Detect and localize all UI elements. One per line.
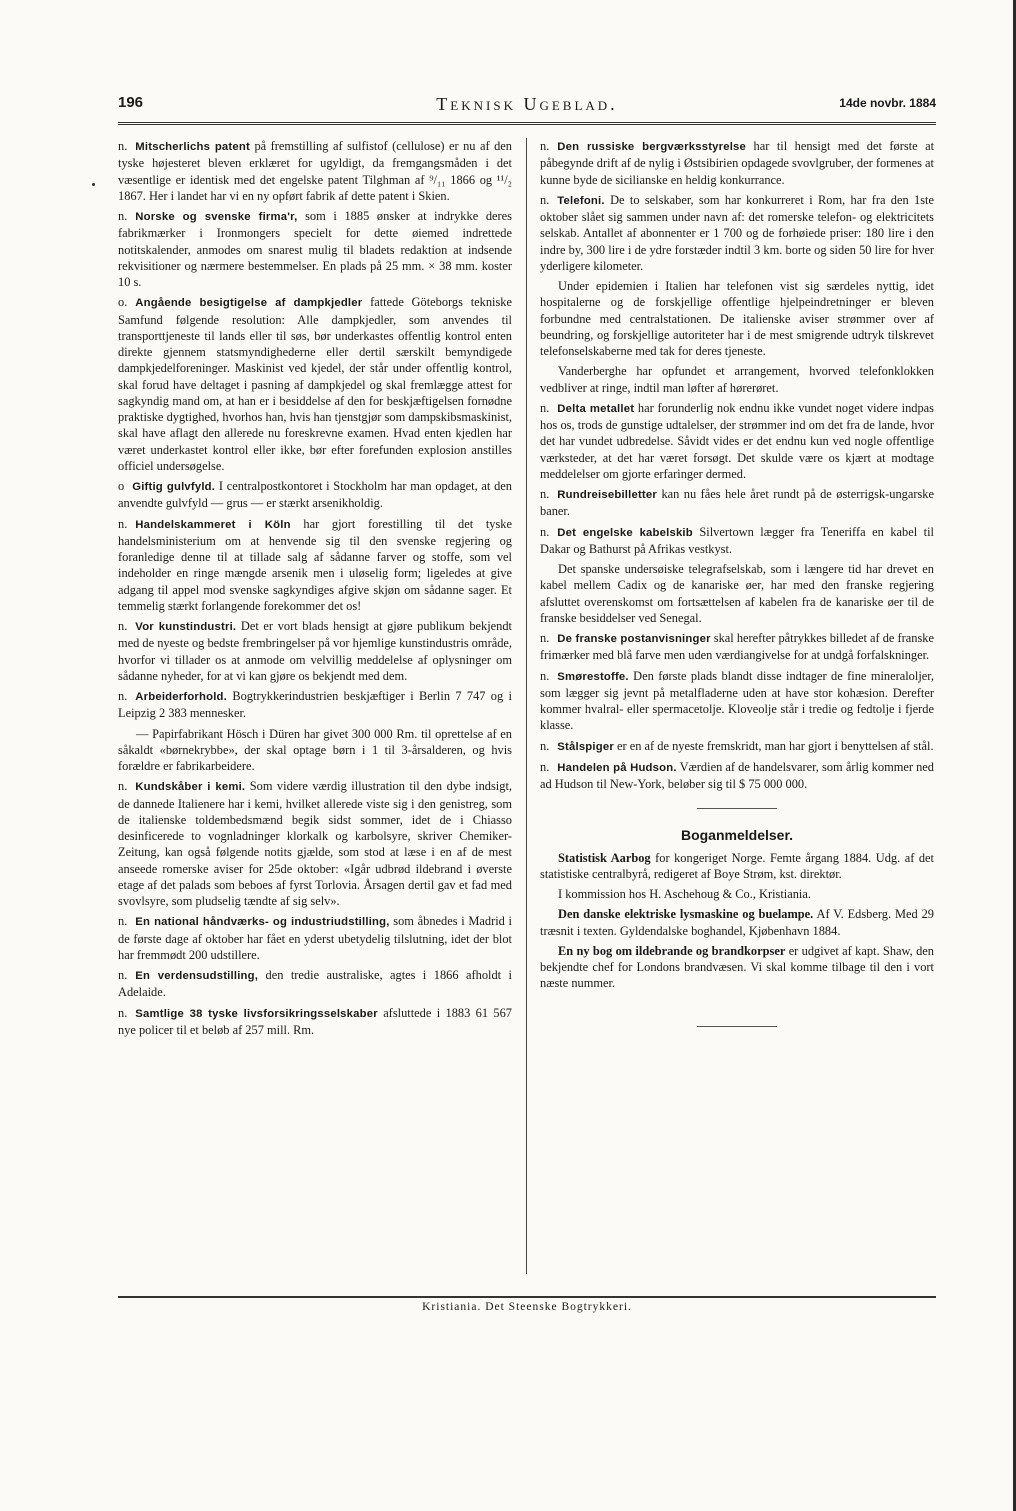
notice-text: fattede Göteborgs tekniske Samfund følgende resolution: Alle dampkjedler, som anvendes til transporttjeneste til lands eller til søs, bør underkastes offentlig kontrol enten direkte gjennem statsmyndighederne eller dertil særskilt bemyndigede dampkjedelforeninger. Maskinist ved kjedel, der står under offentlig kontrol, skal forud have deltaget i pasning af dampkjedel og skal fremlægge attest for sagkyndig mand om, at han er i besiddelse af den for beskjæftigelsen fornødne praktiske dygtighed, hvorhos han, hvis han tjenstgjør som dampskibsmaskinist, skal have aflagt den allerede nu foreskrevne examen. Hvad enten kjedlen har været underkastet kontrol eller ikke, bør efter forefunden explosion anstilles officiel undersøgelse.: [118, 295, 512, 473]
notice-paragraph: [118, 294, 512, 474]
notice-text: Den første plads blandt disse indtager de fine mineraloljer, som lægger sig jevnt på metalfladerne uden at have stor kohæsion. Derefter kommer hvalral- eller spermacetolje. Kloveolje står i tredie og fedtolje i fjerde klasse.: [540, 668, 934, 733]
notice-heading: Vor kunstindustri.: [135, 621, 237, 633]
notice-paragraph: [118, 478, 512, 512]
notice-text: Det spanske undersøiske telegrafselskab, som i længere tid har drevet en kabel mellem Cadix og de kanariske øer, har med den franske regjering afsluttet overenskomst om fortsættelsen af kabelen fra de kanariske øer til de franske besiddelser ved Senegal.: [540, 562, 934, 625]
footer-rule: [118, 1296, 936, 1298]
review-book-title: En ny bog om ildebrande og brandkorpser: [558, 943, 786, 958]
notice-marker: n.: [118, 619, 128, 633]
notice-paragraph: [118, 726, 512, 775]
notice-marker: n.: [540, 487, 550, 501]
review-book-title: Statistisk Aarbog: [558, 850, 651, 865]
notice-heading: Den russiske bergværksstyrelse: [557, 141, 747, 153]
notice-marker: n.: [118, 516, 128, 531]
notice-paragraph: [118, 688, 512, 722]
notice-text: Som videre værdig illustration til den dybe indsigt, de dannede Italienere har i kemi, hvilket allerede viste sig i den genistreg, som de italienske toldembedsmænd begik sidst sommer, idet de i Chiasso desinficerede to vognladninger klorkalk og karbolsyre, skriver Chemiker-Zeitung, kan også følgende notits gjælde, som stod at læse i en af de mest anseede romerske aviser for 25de oktober: «Igår udbrød ildebrand i øverste etage af det palads som beboes af fyrst Torlovia. Årsagen dertil gav et fad med svovlsyre, som pludselig tændte af sig selv».: [118, 779, 512, 908]
notice-marker: n.: [540, 668, 550, 683]
notice-marker: o.: [118, 295, 128, 310]
notice-heading: Angående besigtigelse af dampkjedler: [135, 297, 363, 310]
notice-paragraph: [118, 208, 512, 290]
page-header: [118, 92, 936, 122]
notice-marker: n.: [540, 400, 550, 415]
notice-marker: n.: [540, 631, 550, 645]
review-text: Af V. Edsberg. Med 29 træsnit i texten. Gyldendalske boghandel, Kjøbenhavn 1884.: [540, 907, 934, 938]
notice-heading: En verdensudstilling,: [135, 970, 259, 982]
notice-text: I centralpostkontoret i Stockholm har man opdaget, at den anvendte gulvfyld — grus — er stærkt arsenikholdig.: [118, 479, 512, 511]
notice-paragraph: [118, 1005, 512, 1039]
notice-marker: n.: [118, 689, 128, 703]
notice-heading: Samtlige 38 tyske livsforsikringsselskaber: [135, 1007, 378, 1020]
notice-paragraph: [118, 618, 512, 684]
notice-paragraph: [540, 561, 934, 626]
notice-marker: n.: [118, 1005, 128, 1020]
notice-paragraph: [540, 486, 934, 520]
notice-text: som åbnedes i Madrid i de første dage af oktober har fået en yderst ubetydelig tilslutning, idet der blot har fremmødt 200 udstillere.: [118, 914, 512, 962]
right-column-notices: [540, 138, 934, 792]
notice-heading: Stålspiger: [557, 740, 614, 753]
notice-heading: En national håndværks- og industriudstilling,: [135, 916, 390, 929]
reviews-title: Boganmeldelser.: [680, 827, 794, 844]
notice-paragraph: [540, 278, 934, 359]
notice-marker: n.: [118, 914, 128, 929]
issue-date: 14de novbr. 1884: [839, 96, 936, 110]
notice-text: Vanderberghe har opfundet et arrangement, hvorved telefonklokken vedbliver at ringe, indtil man løfter af hørerøret.: [540, 364, 934, 395]
notice-text: skal herefter påtrykkes billedet af de franske frimærker med blå farve men uden værdiangivelse for at undgå forfalskninger.: [540, 631, 934, 663]
notice-paragraph: [540, 138, 934, 188]
notice-heading: Giftig gulvfyld.: [132, 481, 216, 493]
notice-marker: n.: [118, 779, 128, 794]
notice-heading: Rundreisebilletter: [557, 489, 657, 501]
notice-heading: Det engelske kabelskib: [557, 526, 693, 539]
printer-imprint: Kristiania. Det Steenske Bogtrykkeri.: [422, 1301, 632, 1313]
notice-paragraph: [540, 738, 934, 755]
notice-text: Værdien af de handelsvarer, som årlig kommer ned ad Hudson til New-York, beløber sig til $ 75 000 000.: [540, 759, 934, 791]
review-note: I kommission hos H. Aschehoug & Co., Kristiania.: [558, 887, 811, 901]
review-text: for kongeriget Norge. Femte årgang 1884. Udg. af det statistiske centralbyrå, redigeret af Boye Strøm, kst. direktør.: [540, 850, 934, 881]
notice-heading: De franske postanvisninger: [557, 633, 711, 645]
notice-text: Under epidemien i Italien har telefonen vist sig særdeles nyttig, idet hospitalerne og de forskjellige offentlige hjelpeindretninger er bleven forbundne med centralstationen. De italienske aviser strømmer over af beundring, og forskjellige autoriteter har i de mest smigrende udtryk tilskrevet telefonselskaberne med tak for deres tjeneste.: [540, 279, 934, 358]
notice-heading: Handelskammeret i Köln: [135, 518, 291, 531]
notice-text: som i 1885 ønsker at indrykke deres fabrikmærker i Ironmongers specielt for dette øiemed indrettede notitskalender, anmodes om snarest mulig til bladets redaktion at indsende rekvisitioner og nærmere bestemmelser. En plads på 25 mm. × 38 mm. koster 10 s.: [118, 209, 512, 289]
notice-text: er en af de nyeste fremskridt, man har gjort i benyttelsen af stål.: [617, 738, 934, 753]
notice-paragraph: [540, 192, 934, 274]
notice-paragraph: [540, 759, 934, 793]
notice-marker: n.: [540, 192, 550, 207]
column-divider: [526, 138, 527, 1274]
notice-text: kan nu fåes hele året rundt på de østerrigsk-ungarske baner.: [540, 487, 934, 519]
notice-text: — Papirfabrikant Hösch i Düren har givet 300 000 Rm. til oprettelse af en såkaldt «børnekrybbe», der skal optage børn i 1 til 3-årsalderen, og hvis forældre er fabrikarbeidere.: [118, 726, 512, 773]
review-book-title: Den danske elektriske lysmaskine og buelampe.: [558, 907, 814, 922]
notice-paragraph: [540, 400, 934, 482]
notice-text: Silvertown lægger fra Teneriffa en kabel til Dakar og Bathurst på Afrikas vestkyst.: [540, 524, 934, 556]
notice-paragraph: [118, 913, 512, 963]
notice-marker: n.: [118, 139, 128, 153]
notice-text: har gjort forestilling til det tyske handelsministerium om at henvende sig til den svenske regjering og foranledige denne til at tillade salg af sådanne farver og stoffe, som vel indeholder en ringe mængde arsenik men i uløselig form; ligeledes at give adgang til appel mod svenske sagkyndiges afgive skjøn om sådanne sager. Et temmelig stærkt forlangende forekommer det os!: [118, 516, 512, 613]
notice-heading: Smørestoffe.: [557, 670, 629, 683]
right-column: [540, 138, 934, 1045]
notice-marker: n.: [540, 738, 550, 753]
notice-heading: Handelen på Hudson.: [557, 761, 677, 774]
notice-text: på fremstilling af sulfistof (cellulose) er nu af den tyske højesteret bleven erklæret for ugyldigt, da fremgangsmåden i det væsentlige er identisk med det engelske patent Tilghman af ⁹/₁₁ 1866 og ¹¹/₂ 1867. Her i landet har vi en ny opført fabrik af dette patent i Skien.: [118, 139, 512, 203]
notice-paragraph: [540, 524, 934, 558]
review-entry: [540, 906, 934, 939]
left-column: [118, 138, 512, 1042]
margin-mark: [92, 183, 95, 186]
page-number: 196: [118, 94, 144, 111]
notice-text: har til hensigt med det første at påbegynde drift af de nylig i Østsibirien opdagede svovlgruber, der formenes at kunne byde de sicilianske en heldig konkurrance.: [540, 139, 935, 187]
notice-paragraph: [118, 967, 512, 1001]
notice-text: den tredie australiske, agtes i 1866 afholdt i Adelaide.: [118, 968, 512, 1000]
end-rule: [697, 1026, 777, 1027]
notice-text: Bogtrykkerindustrien beskjæftiger i Berlin 7 747 og i Leipzig 2 383 mennesker.: [118, 689, 512, 721]
notice-marker: o: [118, 479, 125, 493]
notice-marker: n.: [118, 209, 128, 223]
notice-text: har forunderlig nok endnu ikke vundet noget videre indpas hos os, trods de gunstige udtalelser, der strømmer ind om det fra de lande, hvor det har vundet udbredelse. Såvidt vides er det endnu kun ved nogle offentlige værksteder, at det har været forsøgt. Det skulde være os kjært at modtage meddelelser om gjorte erfaringer dermed.: [540, 400, 934, 481]
review-entry: [540, 943, 934, 992]
notice-marker: n.: [540, 139, 550, 153]
notice-paragraph: [118, 516, 512, 615]
notice-heading: Mitscherlichs patent: [135, 141, 250, 153]
notice-marker: n.: [540, 524, 550, 539]
notice-heading: Kundskåber i kemi.: [135, 781, 246, 794]
header-rule: [118, 122, 936, 125]
notice-text: afsluttede i 1883 61 567 nye policer til et beløb af 257 mill. Rm.: [118, 1005, 512, 1037]
notice-heading: Norske og svenske firma'r,: [135, 211, 298, 223]
notice-heading: Delta metallet: [557, 402, 635, 415]
notice-text: Det er vort blads hensigt at gjøre publikum bekjendt med de nyeste og bedste frembringelser på vor hjemlige kunstindustris område, hvorfor vi tillader os at anmode om velvillig meddelelse af oplysninger om sådanne nyheder, for at vi kan gjøre os bekjendt med dem.: [118, 619, 512, 683]
notice-marker: n.: [118, 968, 128, 982]
notice-paragraph: [118, 138, 512, 204]
notice-paragraph: [540, 668, 934, 734]
section-rule: [697, 808, 777, 809]
reviews-list: [540, 850, 934, 992]
notice-heading: Arbeiderforhold.: [135, 691, 227, 703]
notice-paragraph: [540, 630, 934, 664]
notice-paragraph: [118, 778, 512, 909]
notice-text: De to selskaber, som har konkurreret i Rom, har fra den 1ste oktober slået sig sammen under navn af: det romerske telefon- og elektricitets selskab. Antallet af abonnenter er 1 700 og de forhøiede priser: 180 lire i den indre by, 300 lire i de ydre forstæder indtil 3 km. borte og siden 50 lire for hver yderligere kilometer.: [540, 192, 934, 273]
notice-marker: n.: [540, 759, 550, 774]
review-entry: [540, 850, 934, 883]
notice-heading: Telefoni.: [557, 194, 605, 207]
notice-paragraph: [540, 363, 934, 396]
review-text: er udgivet af kapt. Shaw, den bekjendte chef for Londons brandvæsen. Vi skal komme tilbage til den i vort næste nummer.: [540, 943, 934, 991]
masthead: Teknisk Ugeblad.: [436, 94, 618, 114]
